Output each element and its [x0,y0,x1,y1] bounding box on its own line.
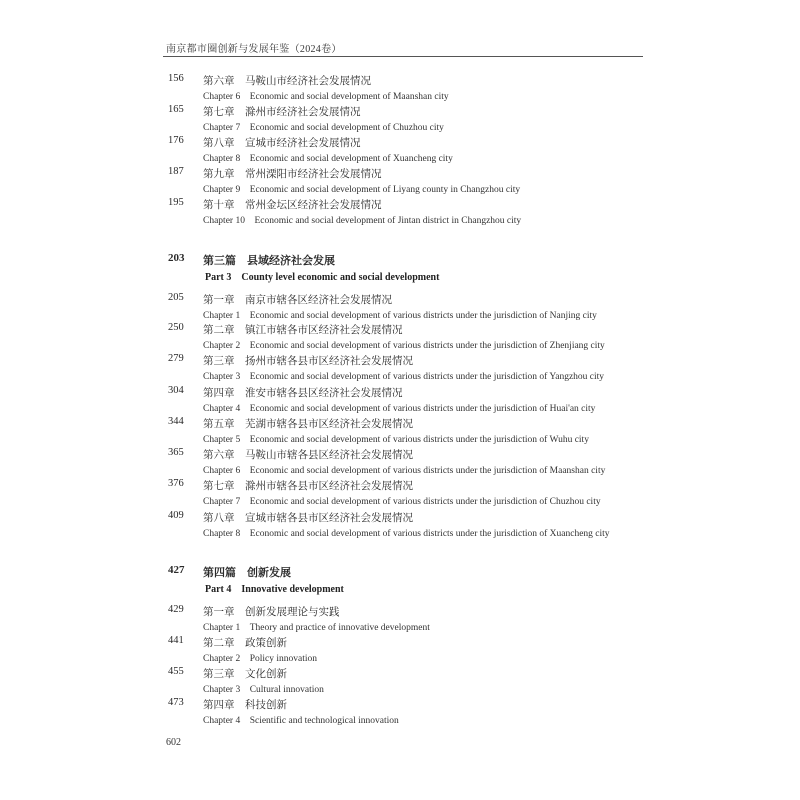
toc-page-number: 187 [168,166,184,177]
page-number: 602 [166,737,181,748]
header-rule [163,56,643,57]
toc-page-number: 304 [168,385,184,396]
toc-page-number: 365 [168,447,184,458]
toc-title-en: Chapter 4 Scientific and technological innovation [203,716,399,726]
toc-title-en: Chapter 7 Economic and social development of Chuzhou city [203,123,444,133]
toc-page-number: 195 [168,197,184,208]
toc-part-title-en: Part 3 County level economic and social development [205,272,440,283]
running-header: 南京都市圈创新与发展年鉴（2024卷） [166,44,342,55]
toc-title-cn: 第四章 科技创新 [203,700,287,711]
toc-title-en: Chapter 6 Economic and social development of Maanshan city [203,92,449,102]
toc-title-cn: 第三章 扬州市辖各县市区经济社会发展情况 [203,356,413,367]
toc-page-number: 429 [168,604,184,615]
toc-page-number: 156 [168,73,184,84]
toc-title-cn: 第七章 滁州市辖各县市区经济社会发展情况 [203,481,413,492]
toc-title-en: Chapter 2 Economic and social development of various districts under the jurisdiction of Zhenjiang city [203,341,605,351]
toc-title-cn: 第九章 常州溧阳市经济社会发展情况 [203,169,382,180]
toc-title-cn: 第八章 宣城市经济社会发展情况 [203,138,361,149]
toc-page-number: 473 [168,697,184,708]
toc-page-number: 250 [168,322,184,333]
toc-page-number: 205 [168,292,184,303]
toc-title-cn: 第五章 芜湖市辖各县市区经济社会发展情况 [203,419,413,430]
toc-title-en: Chapter 1 Economic and social development of various districts under the jurisdiction of Nanjing city [203,311,597,321]
toc-title-cn: 第二章 镇江市辖各市区经济社会发展情况 [203,325,403,336]
toc-title-en: Chapter 7 Economic and social development of various districts under the jurisdiction of Chuzhou city [203,497,601,507]
toc-title-cn: 第二章 政策创新 [203,638,287,649]
toc-title-en: Chapter 10 Economic and social development of Jintan district in Changzhou city [203,216,522,226]
toc-title-en: Chapter 3 Cultural innovation [203,685,324,695]
toc-page-number: 455 [168,666,184,677]
toc-page-number: 427 [168,564,185,576]
toc-title-en: Chapter 8 Economic and social development of Xuancheng city [203,154,453,164]
toc-title-cn: 第六章 马鞍山市辖各县区经济社会发展情况 [203,450,413,461]
toc-title-en: Chapter 1 Theory and practice of innovative development [203,623,430,633]
toc-page-number: 176 [168,135,184,146]
toc-page-number: 344 [168,416,184,427]
toc-title-en: Chapter 4 Economic and social development of various districts under the jurisdiction of Huai'an city [203,404,596,414]
toc-page-number: 376 [168,478,184,489]
toc-part-title-cn: 第四篇 创新发展 [203,567,291,579]
toc-title-cn: 第三章 文化创新 [203,669,287,680]
toc-page-number: 279 [168,353,184,364]
toc-title-en: Chapter 6 Economic and social development of various districts under the jurisdiction of Maanshan city [203,466,606,476]
toc-part-title-cn: 第三篇 县域经济社会发展 [203,255,335,267]
toc-part-title-en: Part 4 Innovative development [205,584,344,595]
toc-title-en: Chapter 8 Economic and social development of various districts under the jurisdiction of Xuancheng city [203,529,610,539]
toc-title-en: Chapter 5 Economic and social development of various districts under the jurisdiction of Wuhu city [203,435,589,445]
toc-title-cn: 第七章 滁州市经济社会发展情况 [203,107,361,118]
toc-page-number: 165 [168,104,184,115]
toc-title-cn: 第十章 常州金坛区经济社会发展情况 [203,200,382,211]
toc-title-en: Chapter 2 Policy innovation [203,654,317,664]
toc-title-cn: 第四章 淮安市辖各县区经济社会发展情况 [203,388,403,399]
toc-page-number: 441 [168,635,184,646]
toc-title-en: Chapter 9 Economic and social development of Liyang county in Changzhou city [203,185,521,195]
toc-title-cn: 第六章 马鞍山市经济社会发展情况 [203,76,371,87]
toc-page-number: 203 [168,252,185,264]
toc-page-number: 409 [168,510,184,521]
toc-title-en: Chapter 3 Economic and social development of various districts under the jurisdiction of Yangzhou city [203,372,605,382]
toc-title-cn: 第一章 创新发展理论与实践 [203,607,340,618]
toc-title-cn: 第一章 南京市辖各区经济社会发展情况 [203,295,392,306]
toc-title-cn: 第八章 宣城市辖各县市区经济社会发展情况 [203,513,413,524]
